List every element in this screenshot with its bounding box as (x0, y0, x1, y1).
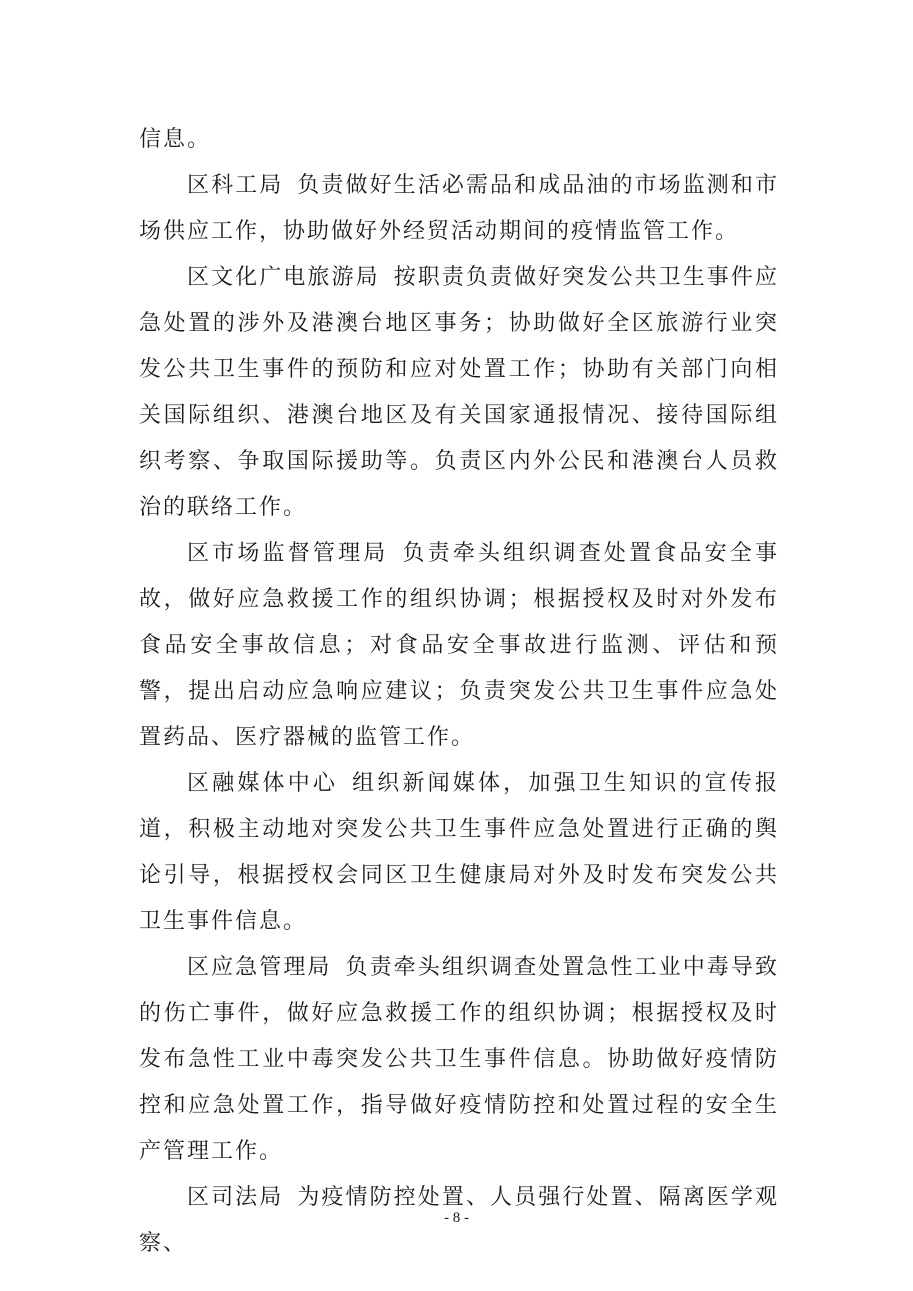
dept-name: 区司法局 (187, 1185, 284, 1210)
paragraph-yingji (139, 945, 779, 1175)
dept-name: 区文化广电旅游局 (187, 265, 380, 290)
paragraph-wenhua (139, 255, 779, 531)
paragraph-text: 负责做好生活必需品和成品油的市场监测和市场供应工作，协助做好外经贸活动期间的疫情监管工作。 (139, 173, 779, 244)
dept-name: 区市场监督管理局 (187, 541, 389, 566)
paragraph-text: 组织新闻媒体，加强卫生知识的宣传报道，积极主动地对突发公共卫生事件应急处置进行正确的舆论引导，根据授权会同区卫生健康局对外及时发布突发公共卫生事件信息。 (139, 771, 779, 934)
continuation-paragraph (139, 117, 779, 163)
paragraph-keji (139, 163, 779, 255)
page-number: - 8 - (444, 1210, 469, 1226)
paragraph-rongmeiti (139, 761, 779, 945)
paragraph-text: 为疫情防控处置、人员强行处置、隔离医学观察、 (139, 1185, 779, 1256)
continuation-text: 信息。 (139, 127, 212, 152)
paragraph-text: 负责牵头组织调查处置食品安全事故，做好应急救援工作的组织协调；根据授权及时对外发布食品安全事故信息；对食品安全事故进行监测、评估和预警，提出启动应急响应建议；负责突发公共卫生事件应急处置药品、医疗器械的监管工作。 (139, 541, 779, 750)
paragraph-shichang (139, 531, 779, 761)
dept-name: 区融媒体中心 (187, 771, 339, 796)
dept-name: 区科工局 (187, 173, 284, 198)
dept-name: 区应急管理局 (187, 955, 332, 980)
paragraph-text: 按职责负责做好突发公共卫生事件应急处置的涉外及港澳台地区事务；协助做好全区旅游行业突发公共卫生事件的预防和应对处置工作；协助有关部门向相关国际组织、港澳台地区及有关国家通报情况、接待国际组织考察、争取国际援助等。负责区内外公民和港澳台人员救治的联络工作。 (139, 265, 779, 520)
body-text (139, 117, 779, 1267)
paragraph-text: 负责牵头组织调查处置急性工业中毒导致的伤亡事件，做好应急救援工作的组织协调；根据授权及时发布急性工业中毒突发公共卫生事件信息。协助做好疫情防控和应急处置工作，指导做好疫情防控和处置过程的安全生产管理工作。 (139, 955, 779, 1164)
